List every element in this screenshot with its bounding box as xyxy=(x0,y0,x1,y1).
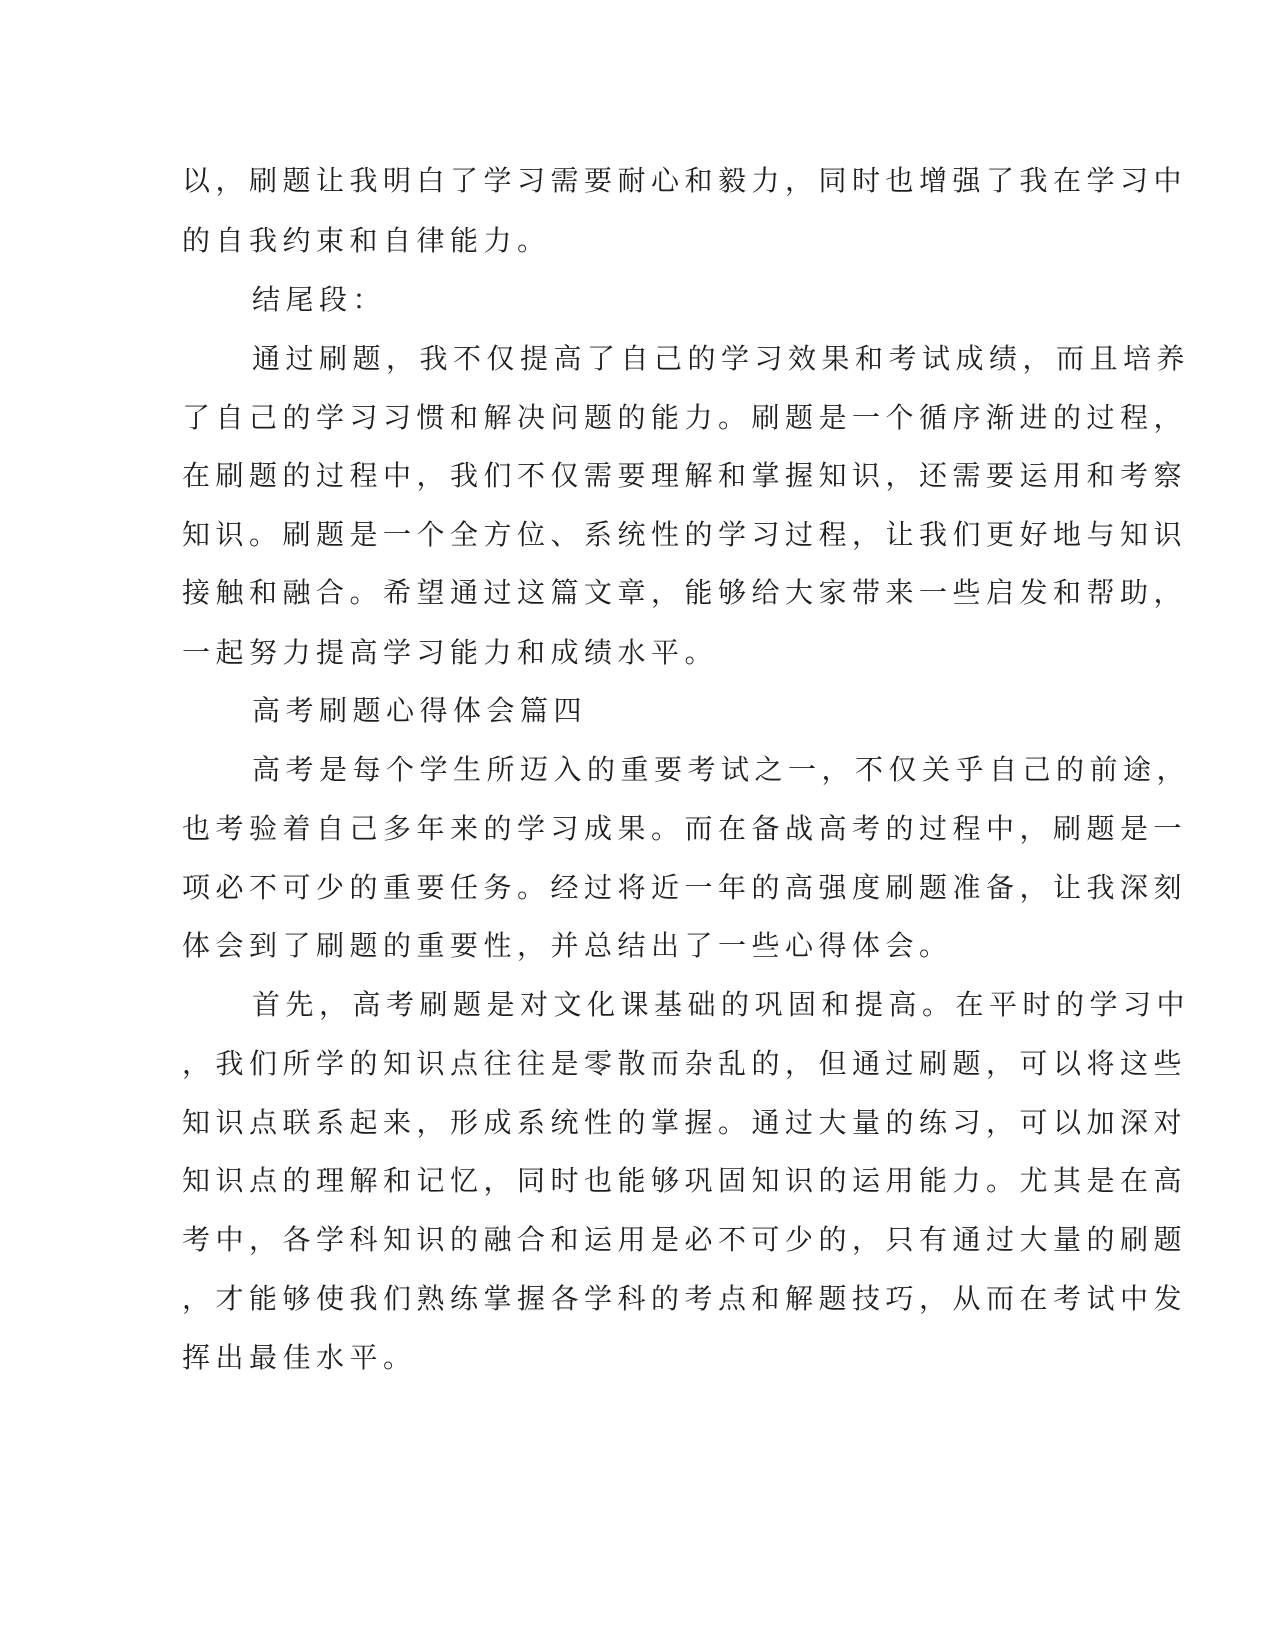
paragraph-line: 的自我约束和自律能力。 xyxy=(182,224,551,257)
paragraph-line: 在刷题的过程中，我们不仅需要理解和掌握知识，还需要运用和考察 xyxy=(182,459,1188,492)
paragraph-line: 挥出最佳水平。 xyxy=(182,1341,417,1374)
paragraph-line: 高考是每个学生所迈入的重要考试之一，不仅关乎自己的前途， xyxy=(252,753,1191,786)
paragraph-line: 也考验着自己多年来的学习成果。而在备战高考的过程中，刷题是一 xyxy=(182,812,1188,845)
paragraph-line: ，才能够使我们熟练掌握各学科的考点和解题技巧，从而在考试中发 xyxy=(182,1282,1188,1315)
section-heading: 高考刷题心得体会篇四 xyxy=(252,694,588,727)
paragraph-line: 接触和融合。希望通过这篇文章，能够给大家带来一些启发和帮助， xyxy=(182,576,1188,609)
paragraph-line: 知识点的理解和记忆，同时也能够巩固知识的运用能力。尤其是在高 xyxy=(182,1164,1188,1197)
paragraph-line: 通过刷题，我不仅提高了自己的学习效果和考试成绩，而且培养 xyxy=(252,342,1191,375)
paragraph-line: 知识。刷题是一个全方位、系统性的学习过程，让我们更好地与知识 xyxy=(182,518,1188,551)
paragraph-line: 一起努力提高学习能力和成绩水平。 xyxy=(182,636,719,669)
paragraph-line: 考中，各学科知识的融合和运用是必不可少的，只有通过大量的刷题 xyxy=(182,1223,1188,1256)
paragraph-line: 以，刷题让我明白了学习需要耐心和毅力，同时也增强了我在学习中 xyxy=(182,164,1188,197)
paragraph-line: 体会到了刷题的重要性，并总结出了一些心得体会。 xyxy=(182,929,953,962)
section-label: 结尾段： xyxy=(252,283,387,316)
paragraph-line: 项必不可少的重要任务。经过将近一年的高强度刷题准备，让我深刻 xyxy=(182,871,1188,904)
paragraph-line: 知识点联系起来，形成系统性的掌握。通过大量的练习，可以加深对 xyxy=(182,1106,1188,1139)
paragraph-line: 首先，高考刷题是对文化课基础的巩固和提高。在平时的学习中 xyxy=(252,988,1191,1021)
paragraph-line: ，我们所学的知识点往往是零散而杂乱的，但通过刷题，可以将这些 xyxy=(182,1047,1188,1080)
paragraph-line: 了自己的学习习惯和解决问题的能力。刷题是一个循序渐进的过程， xyxy=(182,401,1188,434)
